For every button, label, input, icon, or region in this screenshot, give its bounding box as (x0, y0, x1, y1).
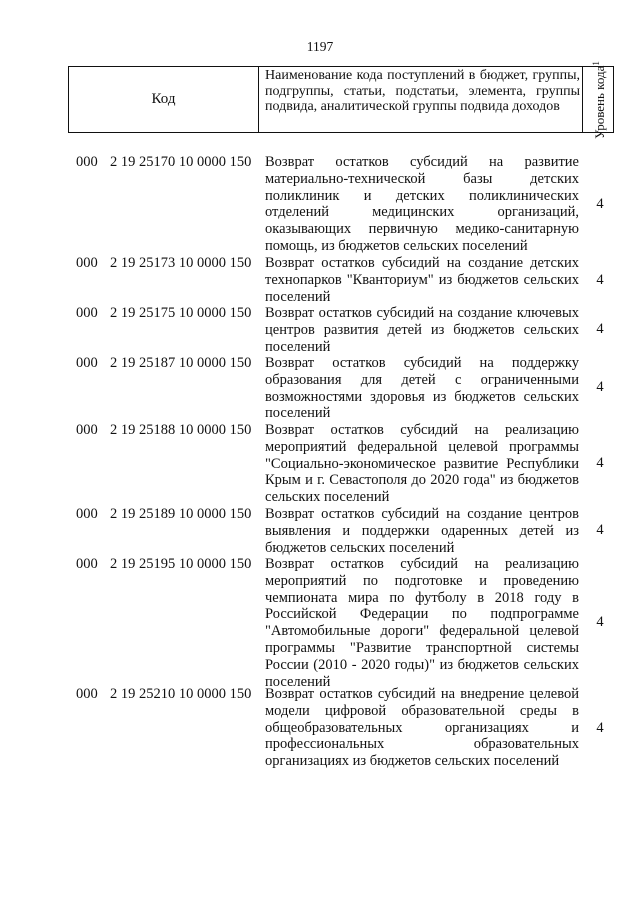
header-code-label: Код (69, 67, 259, 132)
row-name: Возврат остатков субсидий на развитие материально-технической базы детских поликлиник и детских поликлинических отделений медицинских организаций, оказывающих первичную медико-санитарную помощь, из бюджетов сельских поселений (265, 154, 579, 254)
row-budget-code: 2 19 25195 10 0000 150 (110, 556, 252, 572)
row-admin-code: 000 (76, 305, 98, 321)
row-budget-code: 2 19 25188 10 0000 150 (110, 422, 252, 438)
row-budget-code: 2 19 25170 10 0000 150 (110, 154, 252, 170)
row-admin-code: 000 (76, 556, 98, 572)
row-budget-code: 2 19 25187 10 0000 150 (110, 355, 252, 371)
row-admin-code: 000 (76, 686, 98, 702)
row-level: 4 (596, 720, 604, 736)
row-name: Возврат остатков субсидий на поддержку образования для детей с ограниченными возможностями здоровья из бюджетов сельских поселений (265, 355, 579, 422)
page-number: 1197 (306, 39, 334, 54)
row-level: 4 (596, 455, 604, 471)
row-budget-code: 2 19 25173 10 0000 150 (110, 255, 252, 271)
row-admin-code: 000 (76, 422, 98, 438)
table-header (68, 60, 614, 139)
row-level: 4 (596, 522, 604, 538)
row-admin-code: 000 (76, 355, 98, 371)
row-level: 4 (596, 321, 604, 337)
header-level-label (590, 61, 606, 139)
row-name: Возврат остатков субсидий на реализацию мероприятий по подготовке и проведению чемпионата мира по футболу в 2018 году в Российской Федерации по подпрограмме "Автомобильные дороги" федеральной целевой программы "Развитие транспортной системы России (2010 - 2020 годы)" из бюджетов сельских поселений (265, 556, 579, 690)
row-admin-code: 000 (76, 255, 98, 271)
row-budget-code: 2 19 25210 10 0000 150 (110, 686, 252, 702)
header-level-text: Уровень кода (592, 65, 608, 139)
header-level-footnote: 1 (590, 60, 601, 66)
row-name: Возврат остатков субсидий на создание центров выявления и поддержки одаренных детей из бюджетов сельских поселений (265, 506, 579, 556)
row-admin-code: 000 (76, 506, 98, 522)
row-name: Возврат остатков субсидий на создание ключевых центров развития детей из бюджетов сельских поселений (265, 305, 579, 355)
row-budget-code: 2 19 25189 10 0000 150 (110, 506, 252, 522)
row-admin-code: 000 (76, 154, 98, 170)
row-level: 4 (596, 379, 604, 395)
row-name: Возврат остатков субсидий на создание детских технопарков "Кванториум" из бюджетов сельских поселений (265, 255, 579, 305)
header-level-cell (582, 60, 613, 139)
header-name-label: Наименование кода поступлений в бюджет, группы, подгруппы, статьи, подстатьи, элемента, группы подвида, аналитической группы подвида доходов (265, 68, 580, 114)
row-name: Возврат остатков субсидий на внедрение целевой модели цифровой образовательной среды в общеобразовательных организациях и профессиональных образовательных организациях из бюджетов сельских поселений (265, 686, 579, 770)
row-level: 4 (596, 272, 604, 288)
row-level: 4 (596, 196, 604, 212)
row-name: Возврат остатков субсидий на реализацию мероприятий федеральной целевой программы "Социально-экономическое развитие Республики Крым и г. Севастополя до 2020 года" из бюджетов сельских поселений (265, 422, 579, 506)
row-level: 4 (596, 614, 604, 630)
row-budget-code: 2 19 25175 10 0000 150 (110, 305, 252, 321)
